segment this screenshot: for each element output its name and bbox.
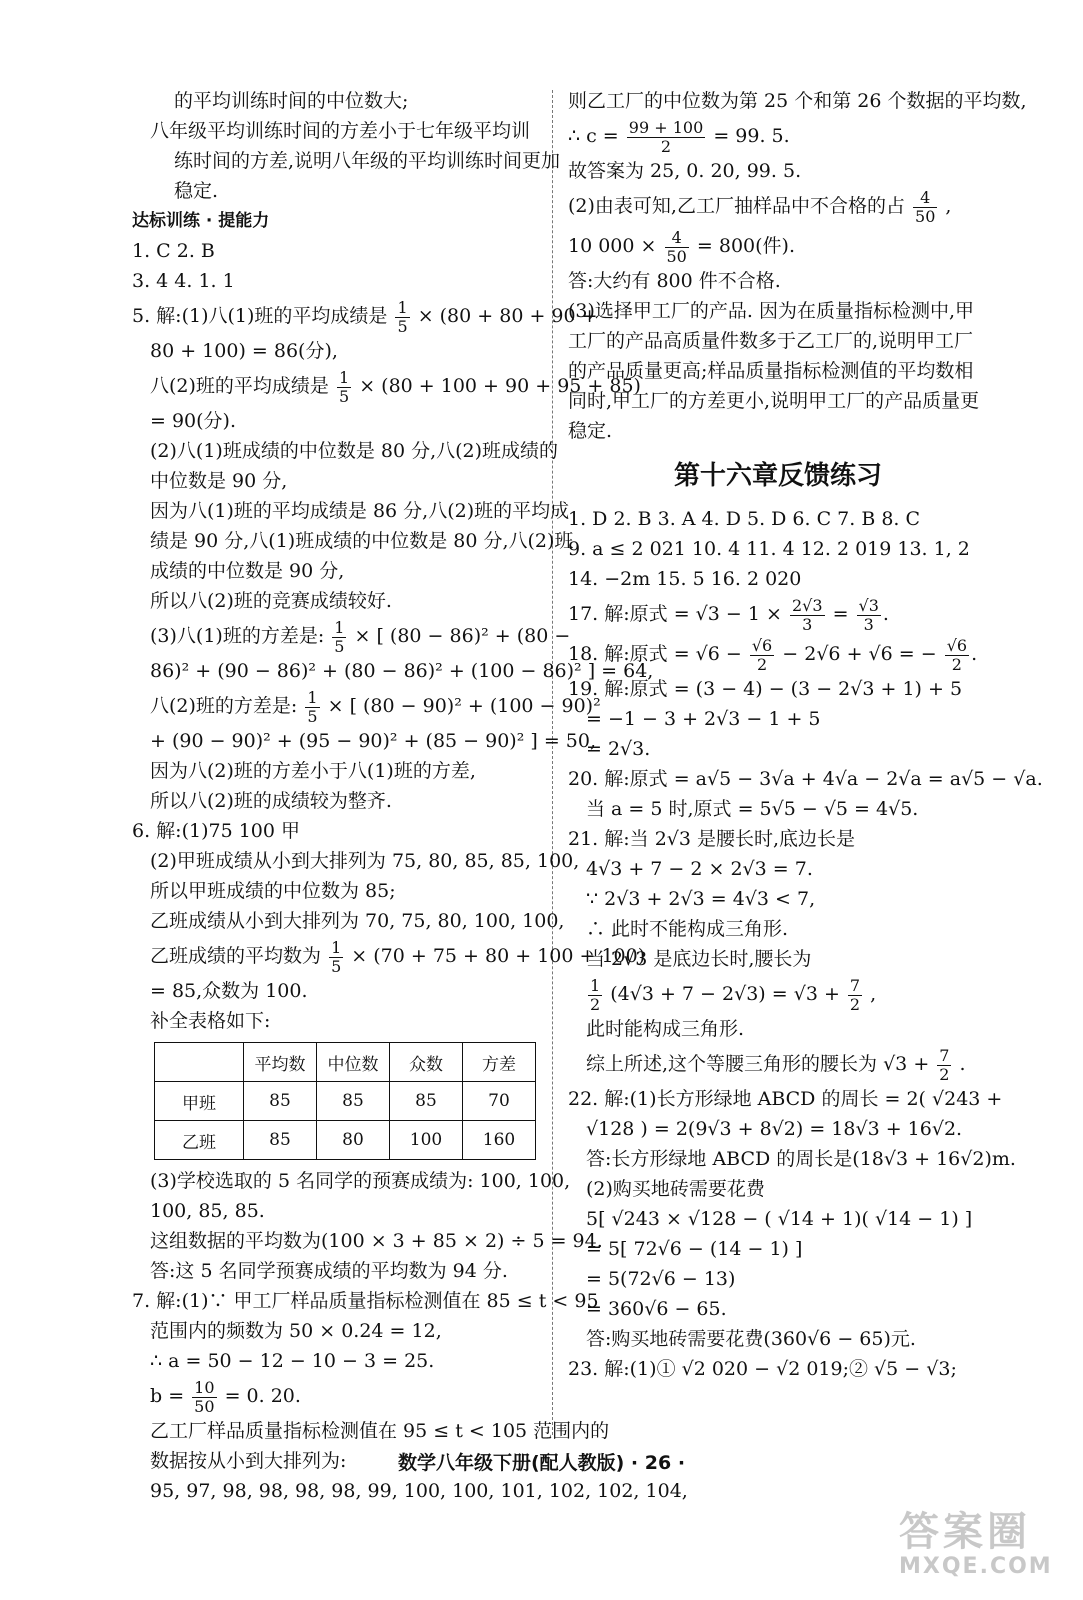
text: (4√3 + 7 − 2√3) = √3 + xyxy=(610,983,840,1005)
table-row xyxy=(155,1121,536,1160)
denominator: 5 xyxy=(397,316,408,336)
text: = 800(件). xyxy=(696,235,795,257)
table-cell: 70 xyxy=(463,1082,536,1121)
text: × [ (80 − 90)² + (100 − 90)² xyxy=(327,695,601,717)
text-line: + (90 − 90)² + (95 − 90)² + (85 − 90)² ] = 50, xyxy=(150,730,597,752)
table-header xyxy=(155,1043,244,1082)
text-line: = 5[ 72√6 − (14 − 1) ] xyxy=(586,1238,803,1260)
text-line xyxy=(132,616,571,656)
denominator: 5 xyxy=(331,956,342,976)
table-cell: 85 xyxy=(390,1082,463,1121)
text: 乙班成绩的平均数为 xyxy=(150,945,322,967)
text-line: (2)八(1)班成绩的中位数是 80 分,八(2)班成绩的 xyxy=(150,440,559,462)
text-line: 稳定. xyxy=(568,420,613,442)
table-cell: 甲班 xyxy=(155,1082,244,1121)
text-line: 当 2√3 是底边长时,腰长为 xyxy=(586,948,812,970)
text-line xyxy=(568,974,988,1014)
numerator: 1 xyxy=(307,687,318,707)
text-line: 答:购买地砖需要花费(360√6 − 65)元. xyxy=(586,1328,916,1350)
text-line: ∴ 此时不能构成三角形. xyxy=(586,918,789,940)
table-cell: 85 xyxy=(244,1121,317,1160)
chapter-title: 第十六章反馈练习 xyxy=(673,461,882,491)
numerator: 7 xyxy=(939,1045,950,1065)
problem-6-line: 6. 解:(1)75 100 甲 xyxy=(132,820,301,842)
text-line: 的产品质量更高;样品质量指标检测值的平均数相 xyxy=(568,360,974,382)
text-line: = 2√3. xyxy=(586,738,651,760)
text: . xyxy=(959,1053,966,1075)
numerator: 1 xyxy=(590,975,601,995)
answer-line: 1. C 2. B xyxy=(132,240,215,262)
answer-line: 14. −2m 15. 5 16. 2 020 xyxy=(568,568,802,590)
text-line: (2)甲班成绩从小到大排列为 75, 80, 85, 85, 100, xyxy=(150,850,580,872)
text-line: = −1 − 3 + 2√3 − 1 + 5 xyxy=(586,708,821,730)
numerator: 1 xyxy=(334,617,345,637)
denominator: 3 xyxy=(863,614,874,634)
denominator: 2 xyxy=(849,994,861,1014)
text-line: 86)² + (90 − 86)² + (80 − 86)² + (100 − 86)² ] = 64, xyxy=(150,660,654,682)
text: × (80 + 100 + 90 + 95 + 85) xyxy=(359,375,641,397)
problem-18-line: 18. 解:原式 = √6 − $\frac{√6}{2}$ − 2√6 + √6 = − $\frac{√6}{2}$ . xyxy=(568,635,978,674)
statistics-table xyxy=(154,1042,536,1160)
text-line: ∵ 2√3 + 2√3 = 4√3 < 7, xyxy=(586,888,816,910)
answer-line: 9. a ≤ 2 021 10. 4 11. 4 12. 2 019 13. 1, 2 xyxy=(568,538,970,560)
numerator: √3 xyxy=(858,595,879,615)
denominator: 2 xyxy=(660,136,672,156)
text: = 99. 5. xyxy=(713,125,790,147)
text-line: 答:长方形绿地 ABCD 的周长是(18√3 + 16√2)m. xyxy=(586,1148,1016,1170)
text-line: 这组数据的平均数为(100 × 3 + 85 × 2) ÷ 5 = 94. xyxy=(150,1230,603,1252)
table-header: 中位数 xyxy=(317,1043,390,1082)
table-row xyxy=(155,1082,536,1121)
text-line: 同时,甲工厂的方差更小,说明甲工厂的产品质量更 xyxy=(568,390,980,412)
problem-19-line: 19. 解:原式 = (3 − 4) − (3 − 2√3 + 1) + 5 xyxy=(568,678,963,700)
text-line: 成绩的中位数是 90 分, xyxy=(150,560,345,582)
text: 18. 解:原式 = √6 − xyxy=(568,643,742,665)
denominator: 2 xyxy=(590,994,601,1014)
numerator: 1 xyxy=(331,937,342,957)
text: × (80 + 80 + 90 + xyxy=(417,305,598,327)
text-line: ∴ a = 50 − 12 − 10 − 3 = 25. xyxy=(150,1350,435,1372)
text: × [ (80 − 86)² + (80 − xyxy=(354,625,571,647)
text: = 0. 20. xyxy=(224,1385,301,1407)
text: (2)由表可知,乙工厂抽样品中不合格的占 xyxy=(568,195,905,217)
problem-17-line: 17. 解:原式 = √3 − 1 × $\frac{2√3}{3}$ = $\frac{√3}{3}$ . xyxy=(568,595,889,634)
problem-7-line: 7. 解:(1)∵ 甲工厂样品质量指标检测值在 85 ≤ t < 95 xyxy=(132,1290,599,1312)
text-line: 工厂的产品高质量件数多于乙工厂的,说明甲工厂 xyxy=(568,330,974,352)
table-header: 众数 xyxy=(390,1043,463,1082)
fraction xyxy=(395,299,409,336)
text-line: 则乙工厂的中位数为第 25 个和第 26 个数据的平均数, xyxy=(568,90,1027,112)
problem-20-line: 20. 解:原式 = a√5 − 3√a + 4√a − 2√a = a√5 − √a. xyxy=(568,768,1043,790)
numerator: √6 xyxy=(751,635,773,655)
text-line: = 90(分). xyxy=(150,410,237,432)
right-column xyxy=(568,86,1043,1384)
text-line: 乙工厂样品质量指标检测值在 95 ≤ t < 105 范围内的 xyxy=(150,1420,610,1442)
table-cell: 85 xyxy=(317,1082,390,1121)
denominator: 2 xyxy=(951,654,962,674)
watermark-text: 答案圈 xyxy=(899,1509,1031,1555)
text-line xyxy=(132,366,641,406)
text-line: 八年级平均训练时间的方差小于七年级平均训 xyxy=(150,120,531,142)
table-cell: 80 xyxy=(317,1121,390,1160)
text-line: (2)购买地砖需要花费 xyxy=(586,1178,765,1200)
problem-23-line: 23. 解:(1)① √2 020 − √2 019;② √5 − √3; xyxy=(568,1358,957,1380)
text: (3)八(1)班的方差是: xyxy=(150,625,325,647)
text-line: 所以八(2)班的成绩较为整齐. xyxy=(150,790,392,812)
numerator: 7 xyxy=(849,975,861,995)
text-line: 中位数是 90 分, xyxy=(150,470,288,492)
text: − 2√6 + √6 = − xyxy=(782,643,937,665)
text-line: 5[ √243 × √128 − ( √14 + 1)( √14 − 1) ] xyxy=(586,1208,973,1230)
text-line: 因为八(2)班的方差小于八(1)班的方差, xyxy=(150,760,476,782)
numerator: 99 + 100 xyxy=(628,117,704,137)
text-line: 因为八(1)班的平均成绩是 86 分,八(2)班的平均成 xyxy=(150,500,570,522)
denominator: 5 xyxy=(334,636,345,656)
text: 综上所述,这个等腰三角形的腰长为 √3 + xyxy=(586,1053,930,1075)
numerator: 1 xyxy=(338,367,350,387)
fraction xyxy=(848,977,862,1014)
text-line: = 85,众数为 100. xyxy=(150,980,308,1002)
watermark-logo xyxy=(899,1510,1069,1590)
text-line: 答:这 5 名同学预赛成绩的平均数为 94 分. xyxy=(150,1260,508,1282)
numerator: 2√3 xyxy=(791,595,823,615)
page-footer: 数学八年级下册(配人教版) · 26 · xyxy=(397,1452,686,1474)
problem-5-line xyxy=(132,296,598,336)
text: b = xyxy=(150,1385,185,1407)
text: ∴ c = xyxy=(568,125,619,147)
text: 5. 解:(1)八(1)班的平均成绩是 xyxy=(132,305,388,327)
text-line: 当 a = 5 时,原式 = 5√5 − √5 = 4√5. xyxy=(586,798,919,820)
text-line: 补全表格如下: xyxy=(150,1010,271,1032)
text-line: 数据按从小到大排列为: xyxy=(150,1450,347,1472)
text-line: 范围内的频数为 50 × 0.24 = 12, xyxy=(150,1320,442,1342)
fraction xyxy=(665,229,689,266)
problem-22-line: 22. 解:(1)长方形绿地 ABCD 的周长 = 2( √243 + xyxy=(568,1088,1003,1110)
text-line: 答:大约有 800 件不合格. xyxy=(568,270,781,292)
denominator: 50 xyxy=(194,1396,215,1416)
table-cell: 乙班 xyxy=(155,1121,244,1160)
fraction xyxy=(937,1047,951,1084)
text-line: 80 + 100) = 86(分), xyxy=(150,340,338,362)
denominator: 3 xyxy=(802,614,813,634)
denominator: 50 xyxy=(666,246,687,266)
text-line: 绩是 90 分,八(1)班成绩的中位数是 80 分,八(2)班 xyxy=(150,530,574,552)
text-line: 4√3 + 7 − 2 × 2√3 = 7. xyxy=(586,858,813,880)
text-line: √128 ) = 2(9√3 + 8√2) = 18√3 + 16√2. xyxy=(586,1118,963,1140)
numerator: 4 xyxy=(913,189,937,208)
fraction xyxy=(337,369,351,406)
numerator: 4 xyxy=(665,229,689,248)
answer-line: 1. D 2. B 3. A 4. D 5. D 6. C 7. B 8. C xyxy=(568,508,921,530)
text-line xyxy=(132,936,646,976)
fraction xyxy=(945,637,969,674)
section-heading: 达标训练 · 提能力 xyxy=(132,211,270,231)
table-cell: 160 xyxy=(463,1121,536,1160)
answer-line: 3. 4 4. 1. 1 xyxy=(132,270,235,292)
fraction xyxy=(627,119,705,156)
text: , xyxy=(870,983,877,1005)
text-line: 乙班成绩从小到大排列为 70, 75, 80, 100, 100, xyxy=(150,910,565,932)
text: 10 000 × xyxy=(568,235,657,257)
denominator: 2 xyxy=(756,654,768,674)
text-line: (3)选择甲工厂的产品. 因为在质量指标检测中,甲 xyxy=(568,300,975,322)
table-cell: 100 xyxy=(390,1121,463,1160)
text-line: = 360√6 − 65. xyxy=(586,1298,727,1320)
text-line xyxy=(568,1044,988,1084)
denominator: 5 xyxy=(338,386,350,406)
fraction xyxy=(857,597,881,634)
watermark-url: MXQE.COM xyxy=(899,1554,1053,1579)
problem-21-line: 21. 解:当 2√3 是腰长时,底边长是 xyxy=(568,828,856,850)
text-line: 故答案为 25, 0. 20, 99. 5. xyxy=(568,160,802,182)
denominator: 5 xyxy=(307,706,318,726)
denominator: 50 xyxy=(915,206,936,226)
text-line: 所以八(2)班的竞赛成绩较好. xyxy=(150,590,392,612)
text: , xyxy=(945,195,952,217)
text-line xyxy=(568,116,988,156)
fraction xyxy=(305,689,319,726)
text-line: 的平均训练时间的中位数大; xyxy=(174,90,409,112)
fraction xyxy=(329,939,343,976)
fraction xyxy=(192,1379,216,1416)
table-cell: 85 xyxy=(244,1082,317,1121)
table-header-row xyxy=(155,1043,536,1082)
text-line: 95, 97, 98, 98, 98, 98, 99, 100, 100, 101, 102, 102, 104, xyxy=(150,1480,688,1502)
numerator: 10 xyxy=(194,1377,215,1397)
table-header: 方差 xyxy=(463,1043,536,1082)
fraction xyxy=(913,189,937,226)
fraction xyxy=(790,597,825,634)
numerator: √6 xyxy=(946,635,968,655)
text-line xyxy=(132,686,601,726)
fraction xyxy=(588,977,602,1014)
denominator: 2 xyxy=(939,1064,950,1084)
text-line: 练时间的方差,说明八年级的平均训练时间更加 xyxy=(174,150,561,172)
text-line xyxy=(568,226,988,266)
text: 八(2)班的平均成绩是 xyxy=(150,375,329,397)
text: 17. 解:原式 = √3 − 1 × xyxy=(568,603,782,625)
text-line: 所以甲班成绩的中位数为 85; xyxy=(150,880,396,902)
text-line: 100, 85, 85. xyxy=(150,1200,265,1222)
text-line: = 5(72√6 − 13) xyxy=(586,1268,736,1290)
text-line: (3)学校选取的 5 名同学的预赛成绩为: 100, 100, xyxy=(150,1170,571,1192)
text-line xyxy=(132,1376,542,1416)
text: 八(2)班的方差是: xyxy=(150,695,298,717)
fraction xyxy=(332,619,346,656)
fraction xyxy=(750,637,774,674)
text-line: 稳定. xyxy=(174,180,219,202)
numerator: 1 xyxy=(397,297,408,317)
text: × (70 + 75 + 80 + 100 + 100) xyxy=(351,945,646,967)
text: = xyxy=(832,603,849,625)
text-line xyxy=(568,186,988,226)
text-line: 此时能构成三角形. xyxy=(586,1018,745,1040)
table-header: 平均数 xyxy=(244,1043,317,1082)
